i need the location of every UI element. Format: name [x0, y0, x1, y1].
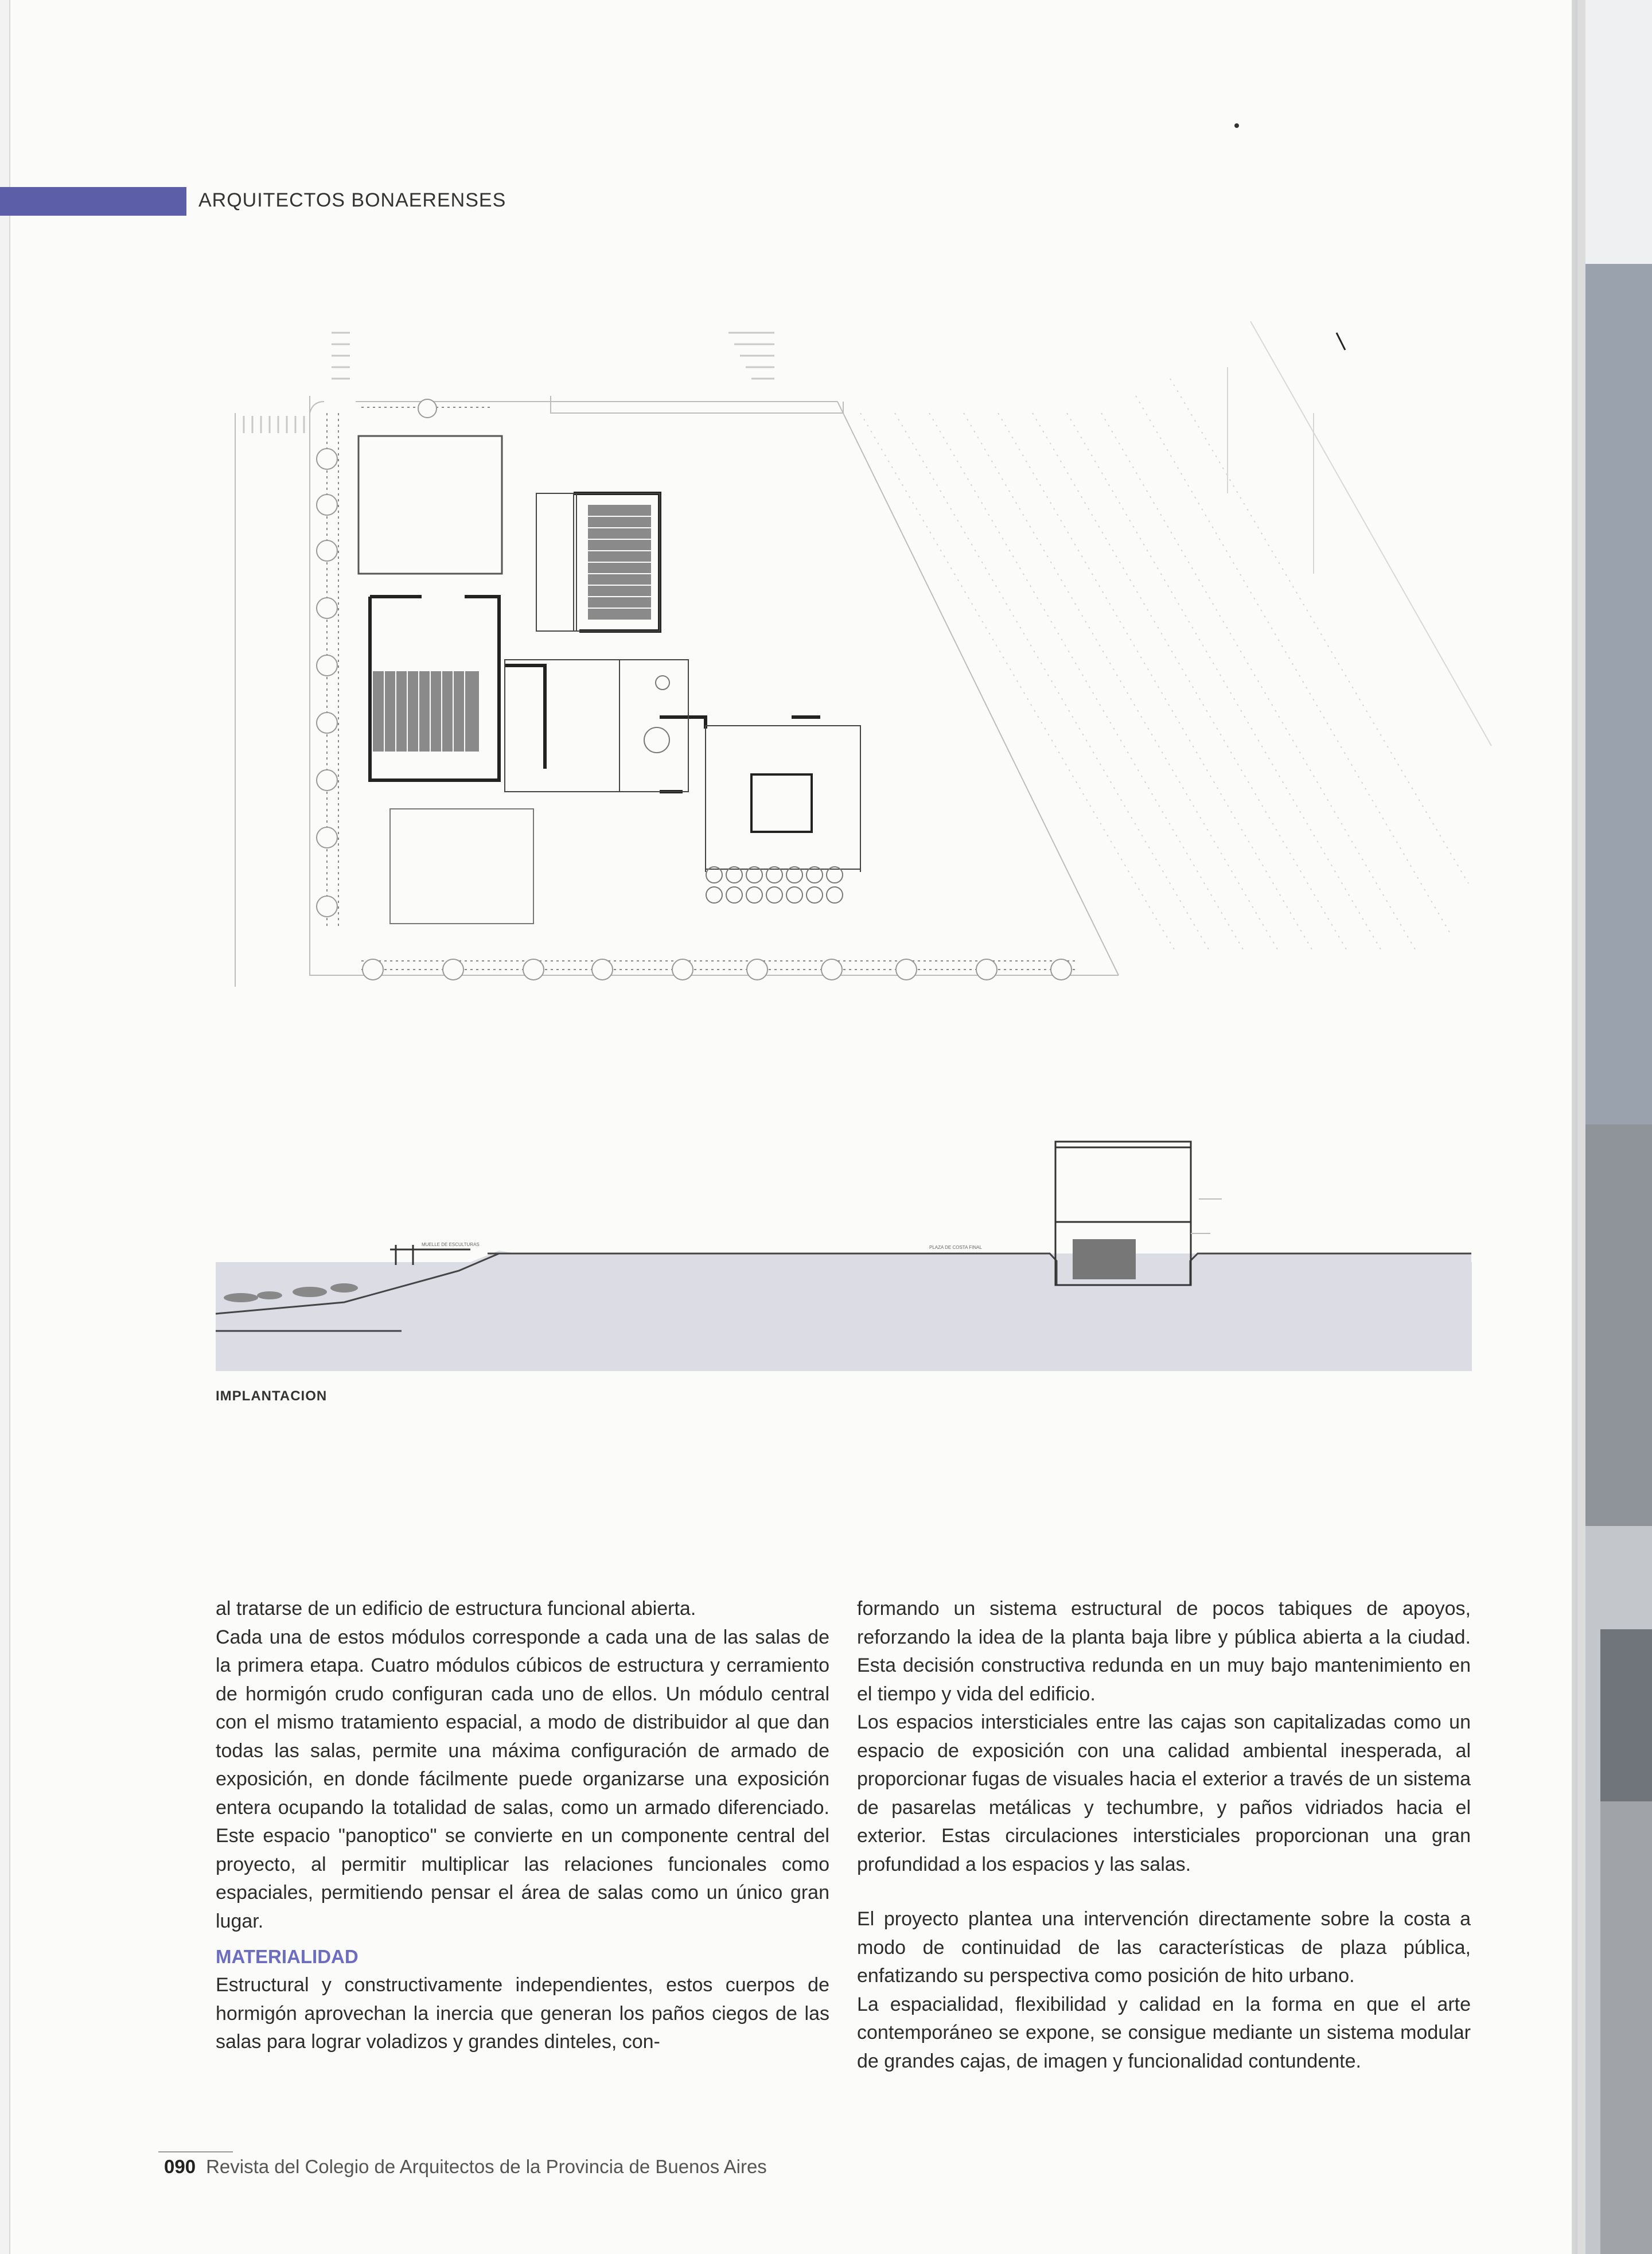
- body-paragraph: formando un sistema estructural de pocos tabiques de apoyos, reforzando la idea de la planta baja libre y pública abierta a la ciudad. Esta decisión constructiva redunda en un muy bajo mantenimiento en el tiempo y vida del edificio.: [857, 1598, 1471, 1705]
- body-paragraph: La espacialidad, flexibilidad y calidad en la forma en que el arte contemporáneo se expone, se consigue mediante un sistema modular de grandes cajas, de imagen y funcionalidad contundente.: [857, 1993, 1471, 2072]
- section-label-muelle: MUELLE DE ESCULTURAS: [422, 1242, 480, 1247]
- text-column-left: [216, 1595, 829, 2057]
- publication-name: Revista del Colegio de Arquitectos de la Provincia de Buenos Aires: [206, 2156, 767, 2177]
- section-heading-materialidad: MATERIALIDAD: [216, 1946, 359, 1967]
- body-paragraph: El proyecto plantea una intervención directamente sobre la costa a modo de continuidad de las características de plaza pública, enfatizando su perspectiva como posición de hito urbano.: [857, 1908, 1471, 1987]
- body-paragraph: Estructural y constructivamente independientes, estos cuerpos de hormigón aprovechan la inercia que generan los paños ciegos de las salas para lograr voladizos y grandes dinteles, con-: [216, 1974, 829, 2053]
- paragraph-spacer: [857, 1879, 1471, 1905]
- body-paragraph: Los espacios intersticiales entre las cajas son capitalizadas como un espacio de exposición con una calidad ambiental inesperada, al proporcionar fugas de visuales hacia el exterior a través de un sistema de pasarelas metálicas y techumbre, y paños vidriados hacia el exterior. Estas circulaciones intersticiales proporcionan una gran profundidad a los espacios y las salas.: [857, 1711, 1471, 1875]
- page-footer: [164, 2156, 767, 2178]
- section-label-plaza: PLAZA DE COSTA FINAL: [929, 1245, 982, 1250]
- text-column-right: [857, 1595, 1471, 2076]
- figure-caption: IMPLANTACION: [216, 1388, 328, 1404]
- body-paragraph: al tratarse de un edificio de estructura funcional abierta.: [216, 1598, 696, 1620]
- page-number: 090: [164, 2156, 196, 2177]
- section-title: ARQUITECTOS BONAERENSES: [198, 189, 506, 211]
- body-paragraph: Cada una de estos módulos corresponde a cada una de las salas de la primera etapa. Cuatro módulos cúbicos de estructura y cerramiento de hormigón crudo configuran cada uno de ellos. Un módulo central con el mismo tratamiento espacial, a modo de distribuidor al que dan todas las salas, permite una máxima configuración de armado de exposición, en donde fácilmente puede organizarse una exposición entera ocupando la totalidad de salas, como un armado diferenciado. Este espacio "panoptico" se convierte en un componente central del proyecto, al permitir multiplicar las relaciones funcionales como espaciales, permitiendo pensar el área de salas como un único gran lugar.: [216, 1626, 829, 1932]
- footer-rule: [158, 2151, 233, 2152]
